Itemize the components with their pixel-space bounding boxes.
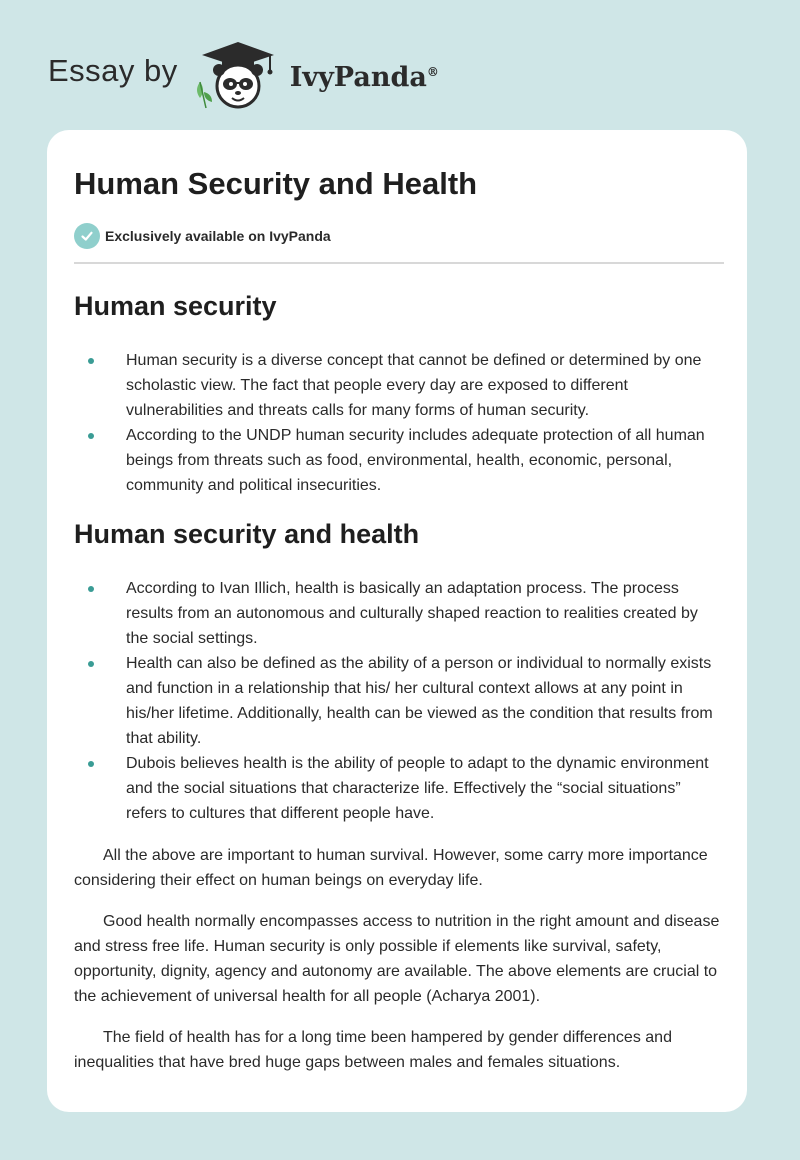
bullet-list-human-security-and-health	[74, 576, 724, 826]
exclusive-badge-text: Exclusively available on IvyPanda	[105, 228, 331, 244]
list-item-text: Dubois believes health is the ability of people to adapt to the dynamic environment and the social situations that characterize life. Effectively the “social situations” refers to cultures that different people have.	[126, 755, 709, 822]
bullet-dot-icon	[88, 358, 94, 364]
list-item	[74, 576, 724, 651]
list-item	[74, 348, 724, 423]
brand-name[interactable]	[290, 62, 439, 93]
list-item	[74, 651, 724, 751]
body-paragraph: The field of health has for a long time been hampered by gender differences and inequalities that have bred huge gaps between males and females situations.	[74, 1029, 672, 1071]
site-header	[48, 34, 439, 114]
list-item-text: According to the UNDP human security includes adequate protection of all human beings from threats such as food, environmental, health, economic, personal, community and political insecurities.	[126, 427, 705, 494]
bullet-dot-icon	[88, 586, 94, 592]
list-item-text: Human security is a diverse concept that cannot be defined or determined by one scholastic view. The fact that people every day are exposed to different vulnerabilities and threats calls for many forms of human security.	[126, 352, 702, 419]
bullet-list-human-security	[74, 348, 724, 498]
body-paragraph: Good health normally encompasses access to nutrition in the right amount and disease and stress free life. Human security is only possible if elements like survival, safety, opportunity, dignity, agency and autonomy are available. The above elements are crucial to the achievement of universal health for all people (Acharya 2001).	[74, 913, 720, 1005]
essay-card	[47, 130, 747, 1112]
brand-name-text: IvyPanda	[289, 61, 427, 93]
registered-mark: ®	[426, 64, 439, 79]
essay-title: Human Security and Health	[74, 166, 478, 201]
list-item	[74, 423, 724, 498]
essay-content	[74, 164, 724, 1075]
section-heading-human-security: Human security	[74, 291, 277, 321]
checkmark-circle-icon	[74, 223, 100, 249]
exclusive-badge	[74, 222, 724, 250]
bullet-dot-icon	[88, 433, 94, 439]
section-heading-human-security-and-health: Human security and health	[74, 519, 420, 549]
bullet-dot-icon	[88, 761, 94, 767]
panda-graduate-logo-icon[interactable]	[192, 36, 284, 112]
list-item-text: Health can also be defined as the ability of a person or individual to normally exists and function in a relationship that his/ her cultural context allows at any point in his/her lifetime. Additionally, health can be viewed as the condition that results from that ability.	[126, 655, 713, 747]
title-divider	[74, 262, 724, 264]
list-item	[74, 751, 724, 826]
body-paragraph: All the above are important to human survival. However, some carry more importance considering their effect on human beings on everyday life.	[74, 847, 708, 889]
bullet-dot-icon	[88, 661, 94, 667]
essay-by-label: Essay by	[48, 53, 178, 88]
list-item-text: According to Ivan Illich, health is basically an adaptation process. The process results from an autonomous and culturally shaped reaction to realities created by the social settings.	[126, 580, 698, 647]
